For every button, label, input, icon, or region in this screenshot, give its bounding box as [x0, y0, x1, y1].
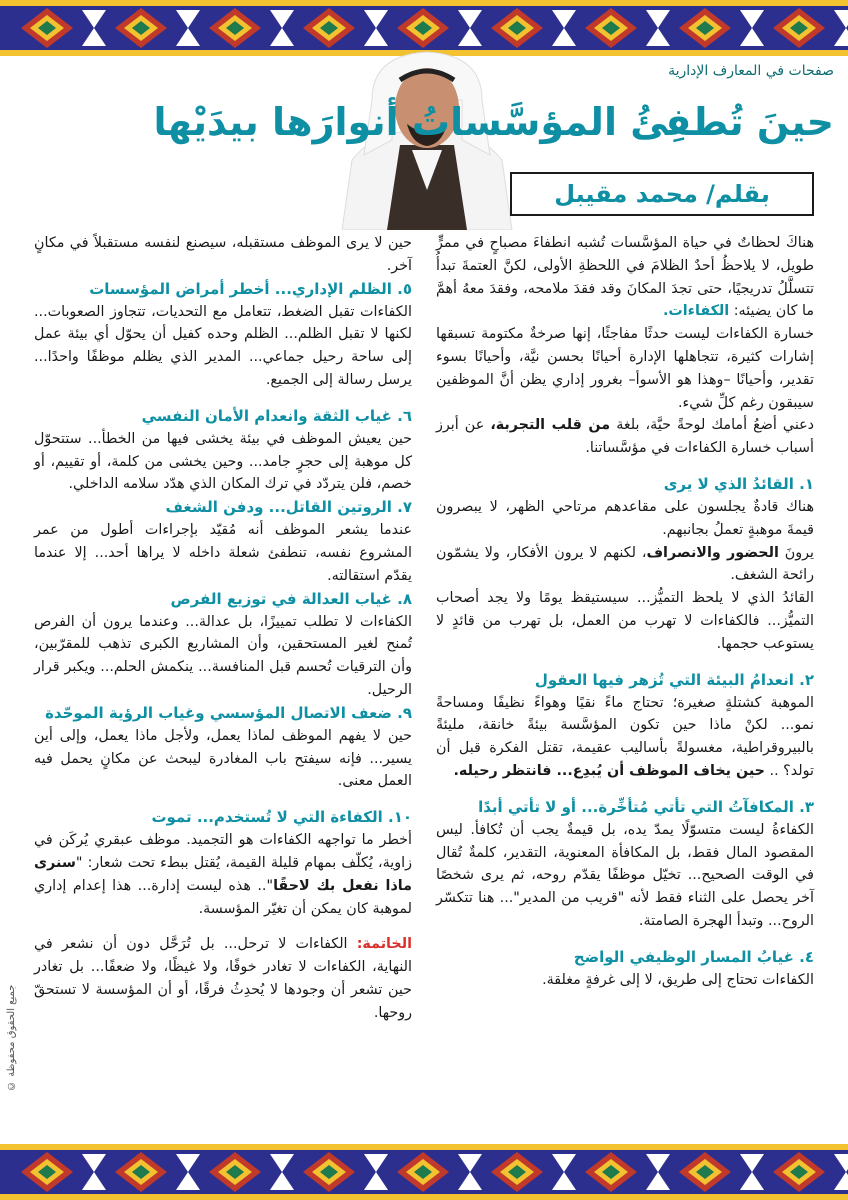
- conclusion-paragraph: الخاتمة: الكفاءات لا ترحل... بل تُرَحَّل دون أن نشعر في النهاية، الكفاءات لا تغادر خوفًا، ولا غيظًا، ولا ضعفًا... بل تغادر حين تشعر أن وجودها لا يُحدِثُ فرقًا، أو أن المؤسسة لا تستحقّ روحها.: [34, 936, 413, 1021]
- intro-paragraph-3: دعني أضعُ أمامك لوحةً حيَّة، بلغة من قلب التجربة، عن أبرز أسباب خسارة الكفاءات في مؤسَّساتنا.: [436, 417, 815, 457]
- section-heading-4: ٤. غيابُ المسار الوظيفي الواضح: [573, 947, 814, 966]
- section-heading-9: ٩. ضعف الاتصال المؤسسي وغياب الرؤية الموحّدة: [45, 703, 412, 722]
- section-heading-8: ٨. غياب العدالة في توزيع الفرص: [170, 589, 412, 608]
- section-1-paragraph-3: القائدُ الذي لا يلحظ التميُّز... سيستيقظ يومًا ولا يجد أصحاب التميُّز... فالكفاءات لا تهرب من العمل، بل تهرب من قائدٍ لا يستوعب حجمها.: [436, 590, 814, 652]
- article-column-left: [34, 232, 412, 1025]
- highlight-talents: الكفاءات.: [662, 303, 730, 320]
- section-4-continuation: حين لا يرى الموظف مستقبله، سيصنع لنفسه مستقبلاً في مكانٍ آخر.: [34, 235, 412, 274]
- section-8-paragraph: الكفاءات لا تطلب تمييزًا، بل عدالة... وعندما يرون أن الفرص تُمنح لغير المستحقين، وأن المشاريع الكبرى تذهب للمقرّبين، وأن الترقيات تُحسم قبل المنافسة... ينكمش الحلم... ويكبر قرار الرحيل.: [34, 613, 412, 698]
- byline-box: [510, 172, 814, 216]
- bottom-decorative-border: [0, 1144, 848, 1200]
- article-column-right: [436, 232, 814, 992]
- section-heading-1: ١. القائدُ الذي لا يرى: [663, 474, 814, 493]
- section-heading-10: ١٠. الكفاءة التي لا تُستخدم... تموت: [151, 808, 412, 827]
- section-2-paragraph: الموهبة كشتلةٍ صغيرة؛ تحتاج ماءً نقيًا وهواءً نظيفًا ومساحةً نمو... لكنْ ماذا حين تكون المؤسَّسة بيئةً خانقة، مليئةً بالبيروقراطية، مغسولةً بأساليب عقيمة، تقتل الفكرة قبل أن تولد؟ .. حين يخاف الموظف أن يُبدِع... فانتظر رحيله.: [436, 694, 814, 779]
- section-heading-5: ٥. الظلم الإداري... أخطر أمراض المؤسسات: [89, 279, 412, 298]
- copyright-notice: جميع الحقوق محفوظة ©: [6, 985, 17, 1092]
- section-heading-7: ٧. الروتين القاتل... ودفن الشغف: [165, 498, 412, 517]
- section-heading-2: ٢. انعدامُ البيئة التي تُزهر فيها العقول: [534, 670, 814, 689]
- section-3-paragraph: الكفاءةُ ليست متسوّلًا يمدّ يده، بل قيمةٌ يجب أن تُكافأ. ليس المقصود المال فقط، بل المكافأة المعنوية، التقدير، كلمةٌ تُقال في الوقت الصحيح... تخيّل موظفًا يقدّم روحه، ثم يرى شخصًا آخر يحصل على الثناء فقط لأنه "قريب من المدير"... هنا تتكسّر الروح... وتبدأ الهجرة الصامتة.: [436, 821, 814, 929]
- section-1-paragraph-2: يرونَ الحضور والانصراف، لكنهم لا يرون الأفكار، ولا يشمّون رائحة الشغف.: [436, 544, 814, 584]
- article-title: حينَ تُطفِئُ المؤسَّساتُ أنوارَها بيدَيْها: [153, 100, 834, 144]
- sadu-pattern-bottom: [0, 1144, 848, 1200]
- section-heading-6: ٦. غياب الثقة وانعدام الأمان النفسي: [141, 406, 412, 425]
- conclusion-label: الخاتمة:: [356, 936, 413, 953]
- byline-text: بقلم/ محمد مقيبل: [554, 180, 770, 208]
- section-5-paragraph: الكفاءات تقبل الضغط، تتعامل مع التحديات، تتجاوز الصعوبات... لكنها لا تقبل الظلم... الظلم وحده كفيل أن يحوّل أي بيئة عمل إلى ساحة رحيل جماعي... المدير الذي يظلم موظفًا واحدًا... يرسل رسالة إلى الجميع.: [34, 303, 412, 388]
- section-10-paragraph: أخطر ما تواجهه الكفاءات هو التجميد. موظف عبقري يُركَن في زاوية، يُكلّف بمهام قليلة القيمة، يُقتل ببطء تحت شعار: "سنرى ماذا نفعل بك لاحقًا".. هذه ليست إدارة... هذا إعدام إداري لموهبة كان يمكن أن تغيّر المؤسسة.: [34, 832, 412, 917]
- intro-paragraph-2: خسارة الكفاءات ليست حدثًا مفاجئًا، إنها صرخةٌ مكتومة تسبقها إشارات كثيرة، تتجاهلها الإدارة أحيانًا بحسن نيَّة، وأحيانًا بسوء تقدير، وأحيانًا –وهذا هو الأسوأ– بغرور إداري يظن أنَّ الموظفين سيبقون رغم كلِّ شيء.: [436, 326, 814, 411]
- section-9-paragraph: حين لا يفهم الموظف لماذا يعمل، ولأجل ماذا يعمل، وإلى أين يسير... فإنه سيفتح باب المغادرة ليبحث عن مكانٍ يحمل فيه العمل معنى.: [34, 727, 412, 790]
- section-7-paragraph: عندما يشعر الموظف أنه مُقيّد بإجراءات أطول من عمر المشروع نفسه، تنطفئ شعلة داخله لا يراها أحد... إلا عندما يقدّم استقالته.: [34, 522, 412, 584]
- section-heading-3: ٣. المكافآتُ التي تأتي مُتأخِّرة... أو لا تأتي أبدًا: [478, 797, 814, 816]
- section-1-paragraph: هناك قادةٌ يجلسون على مقاعدهم مرتاحي الظهر، لا يبصرون قيمةَ موهبةٍ تعملُ بجانبهم.: [436, 498, 814, 538]
- section-4-paragraph: الكفاءات تحتاج إلى طريق، لا إلى غرفةٍ مغلقة.: [542, 971, 814, 988]
- section-6-paragraph: حين يعيش الموظف في بيئة يخشى فيها من الخطأ... ستتحوّل كل موهبة إلى حجرٍ جامد... وحين يخشى من كلمة، أو تقييم، أو خصم، فلن يتردّد في ترك المكان الذي هدّد سلامه الداخلي.: [34, 430, 412, 493]
- intro-paragraph: هناكَ لحظاتٌ في حياة المؤسَّسات تُشبه انطفاءَ مصباحٍ في ممرٍّ طويل، لا يلاحظُ أحدٌ الظلامَ في اللحظةِ الأولى، لكنَّ العتمةَ تبدأُ تتسلَّلُ تدريجيًا، حتى تجدَ المكانَ وقد فقدَ ملامحه، وفقدَ معهُ أهمَّ ما كان يضيئه: الكفاءات.: [436, 235, 814, 320]
- section-label: صفحات في المعارف الإدارية: [668, 63, 834, 79]
